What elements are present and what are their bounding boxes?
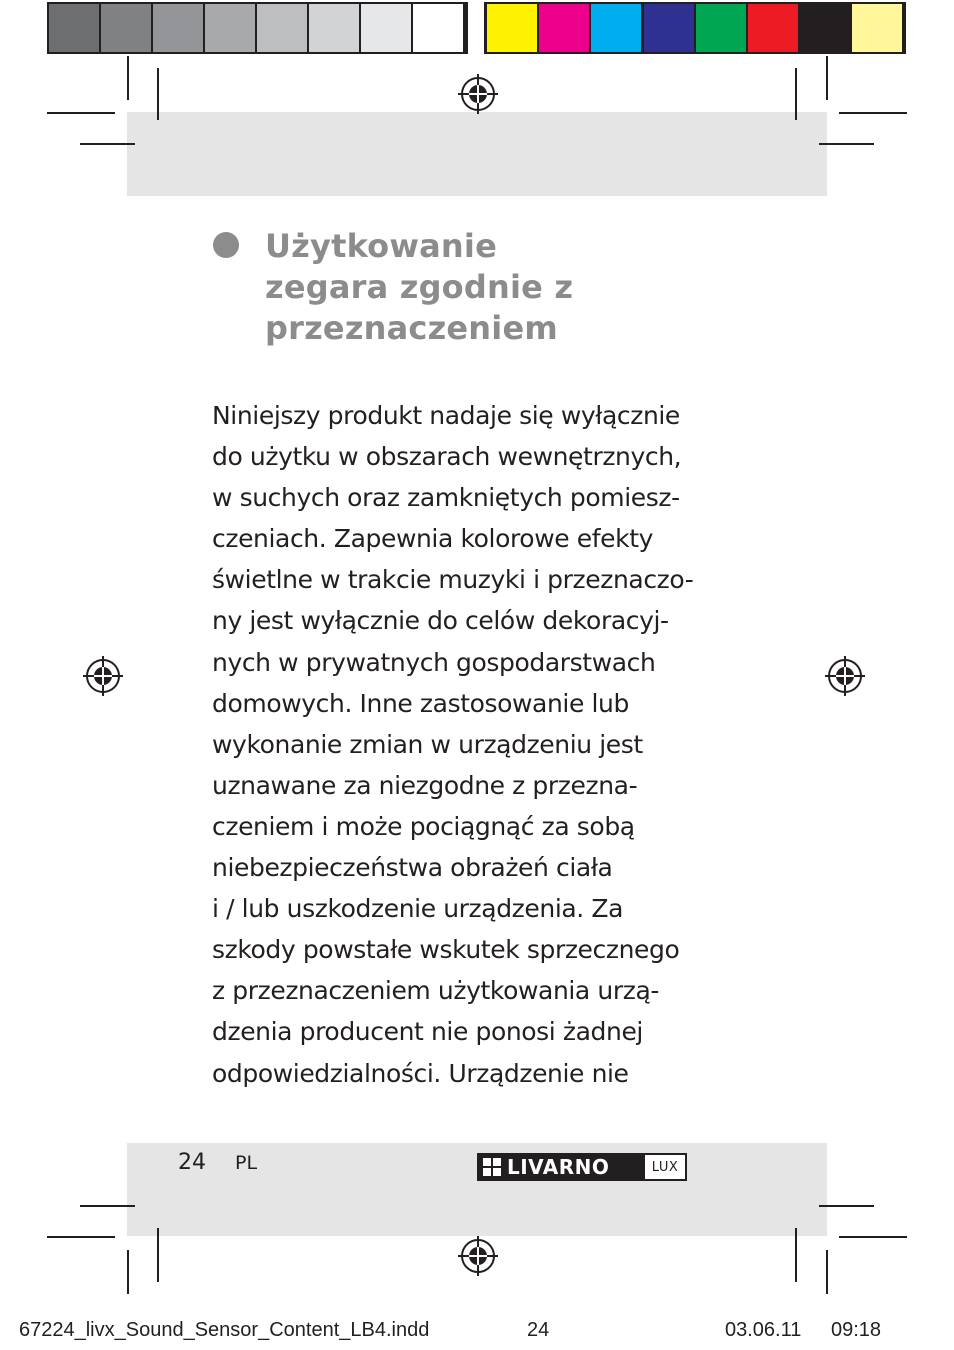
brand-mark xyxy=(477,1153,643,1181)
language-code: PL xyxy=(235,1152,258,1174)
color-swatch xyxy=(487,4,537,52)
color-swatch xyxy=(800,4,850,52)
slug-date: 03.06.11 xyxy=(725,1319,802,1341)
gray-swatch xyxy=(205,4,255,52)
gray-swatch xyxy=(257,4,307,52)
registration-mark-icon xyxy=(81,654,125,698)
slug-time: 09:18 xyxy=(831,1319,882,1341)
section-title-line: przeznaczeniem xyxy=(265,309,558,347)
paragraph-line: czeniem i może pociągnąć za sobą xyxy=(212,811,635,841)
crop-mark xyxy=(80,143,135,145)
paragraph-line: z przeznaczeniem użytkowania urzą- xyxy=(212,976,659,1006)
paragraph-line: nych w prywatnych gospodarstwach xyxy=(212,647,656,677)
color-swatch xyxy=(696,4,746,52)
color-swatch xyxy=(591,4,641,52)
crop-mark xyxy=(157,1228,159,1282)
slug-page: 24 xyxy=(527,1319,550,1341)
section-title xyxy=(265,226,745,349)
crop-mark xyxy=(839,112,907,114)
crop-mark xyxy=(157,68,159,120)
paragraph-line: do użytku w obszarach wewnętrznych, xyxy=(212,442,682,472)
crop-mark xyxy=(826,56,828,100)
section-title-line: Użytkowanie xyxy=(265,227,497,265)
body-paragraph xyxy=(212,395,712,1094)
color-swatch xyxy=(644,4,694,52)
crop-mark xyxy=(127,1250,129,1294)
crop-mark xyxy=(795,68,797,120)
crop-mark xyxy=(127,56,129,100)
crop-mark xyxy=(839,1236,907,1238)
brand-squares-icon xyxy=(483,1158,501,1176)
crop-mark xyxy=(819,143,874,145)
gray-swatch xyxy=(361,4,411,52)
gray-swatch xyxy=(153,4,203,52)
registration-mark-icon xyxy=(456,72,500,116)
crop-mark xyxy=(826,1250,828,1294)
brand-name: LIVARNO xyxy=(507,1155,610,1179)
paragraph-line: wykonanie zmian w urządzeniu jest xyxy=(212,729,643,759)
section-title-line: zegara zgodnie z xyxy=(265,268,574,306)
registration-mark-icon xyxy=(823,654,867,698)
paragraph-line: niebezpieczeństwa obrażeń ciała xyxy=(212,853,613,883)
paragraph-line: w suchych oraz zamkniętych pomiesz- xyxy=(212,483,680,513)
crop-mark xyxy=(80,1205,135,1207)
livarno-lux-logo xyxy=(477,1153,689,1181)
paragraph-line: uznawane za niezgodne z przezna- xyxy=(212,770,638,800)
paragraph-line: ny jest wyłącznie do celów dekoracyj- xyxy=(212,606,669,636)
slug-filename: 67224_livx_Sound_Sensor_Content_LB4.indd xyxy=(19,1319,430,1341)
crop-mark xyxy=(819,1205,874,1207)
gray-swatch xyxy=(309,4,359,52)
header-band xyxy=(127,112,827,196)
gray-swatch xyxy=(413,4,463,52)
paragraph-line: i / lub uszkodzenie urządzenia. Za xyxy=(212,894,624,924)
paragraph-line: Niniejszy produkt nadaje się wyłącznie xyxy=(212,401,680,430)
paragraph-line: domowych. Inne zastosowanie lub xyxy=(212,688,629,718)
paragraph-line: czeniach. Zapewnia kolorowe efekty xyxy=(212,524,654,554)
paragraph-line: szkody powstałe wskutek sprzecznego xyxy=(212,935,680,965)
paragraph-line: odpowiedzialności. Urządzenie nie xyxy=(212,1058,629,1088)
registration-mark-icon xyxy=(456,1234,500,1278)
color-swatch xyxy=(748,4,798,52)
page-number: 24 xyxy=(178,1150,206,1175)
gray-swatch xyxy=(101,4,151,52)
brand-sub: LUX xyxy=(643,1153,687,1181)
gray-swatch xyxy=(49,4,99,52)
section-bullet xyxy=(213,232,239,258)
paragraph-line: dzenia producent nie ponosi żadnej xyxy=(212,1017,643,1047)
color-swatch xyxy=(852,4,902,52)
crop-mark xyxy=(47,112,115,114)
crop-mark xyxy=(795,1228,797,1282)
crop-mark xyxy=(47,1236,115,1238)
paragraph-line: świetlne w trakcie muzyki i przeznaczo- xyxy=(212,565,694,595)
color-swatch xyxy=(539,4,589,52)
